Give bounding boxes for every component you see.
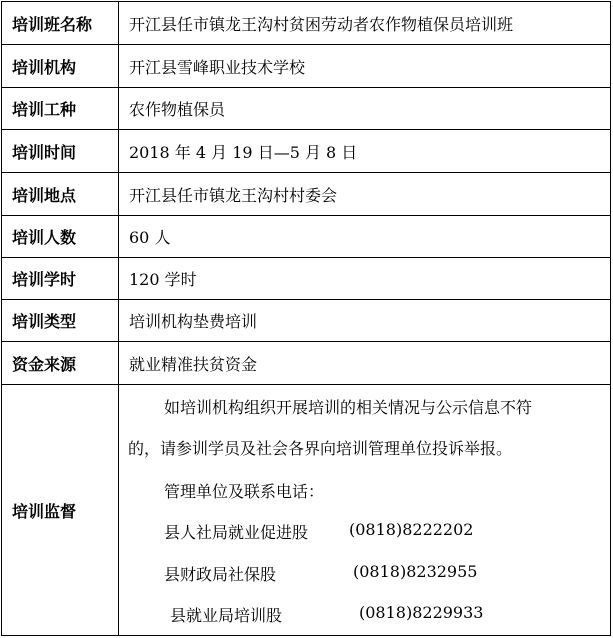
contact-name: 县就业局培训股	[170, 606, 283, 625]
row-value: 农作物植保员	[129, 100, 226, 119]
row-location	[2, 173, 610, 216]
contact-name: 县财政局社保股	[164, 565, 277, 584]
contact-heading: 管理单位及联系电话：	[164, 482, 325, 501]
row-label: 培训类型	[2, 300, 119, 341]
row-label: 培训监督	[2, 385, 119, 635]
contact-phone: (0818)8229933	[359, 603, 484, 622]
contact-row	[170, 603, 610, 626]
row-label: 培训机构	[2, 45, 119, 87]
contact-phone: (0818)8222202	[349, 520, 474, 539]
row-label: 培训学时	[2, 258, 119, 299]
contact-row	[164, 562, 604, 585]
row-label: 培训地点	[2, 173, 119, 215]
row-value: 培训机构垫费培训	[129, 312, 258, 331]
row-value: 120 学时	[129, 270, 197, 289]
row-trade	[2, 88, 610, 130]
row-type	[2, 300, 610, 342]
row-label: 培训人数	[2, 216, 119, 257]
row-supervision	[2, 385, 610, 635]
contact-name: 县人社局就业促进股	[164, 523, 309, 542]
row-class-name	[2, 2, 610, 45]
row-label: 培训工种	[2, 88, 119, 129]
row-value: 开江县任市镇龙王沟村村委会	[129, 185, 338, 205]
row-headcount	[2, 216, 610, 258]
row-institution	[2, 45, 610, 88]
contact-phone: (0818)8232955	[353, 562, 478, 581]
row-value: 60 人	[129, 228, 171, 247]
row-label: 培训班名称	[2, 2, 119, 44]
supervision-content	[119, 385, 610, 635]
row-value: 开江县任市镇龙王沟村贫困劳动者农作物植保员培训班	[129, 14, 514, 34]
row-value: 2018 年 4 月 19 日—5 月 8 日	[129, 142, 358, 162]
contact-row	[164, 520, 604, 543]
row-value: 就业精准扶贫资金	[129, 354, 258, 374]
row-label: 培训时间	[2, 130, 119, 172]
row-hours	[2, 258, 610, 300]
supervision-paragraph-line-1: 如培训机构组织开展培训的相关情况与公示信息不符	[164, 398, 533, 417]
row-funding	[2, 342, 610, 385]
row-value: 开江县雪峰职业技术学校	[129, 57, 306, 77]
training-info-table	[1, 1, 611, 636]
supervision-paragraph-line-2: 的，请参训学员及社会各界向培训管理单位投诉举报。	[128, 439, 513, 458]
row-time	[2, 130, 610, 173]
row-label: 资金来源	[2, 342, 119, 384]
